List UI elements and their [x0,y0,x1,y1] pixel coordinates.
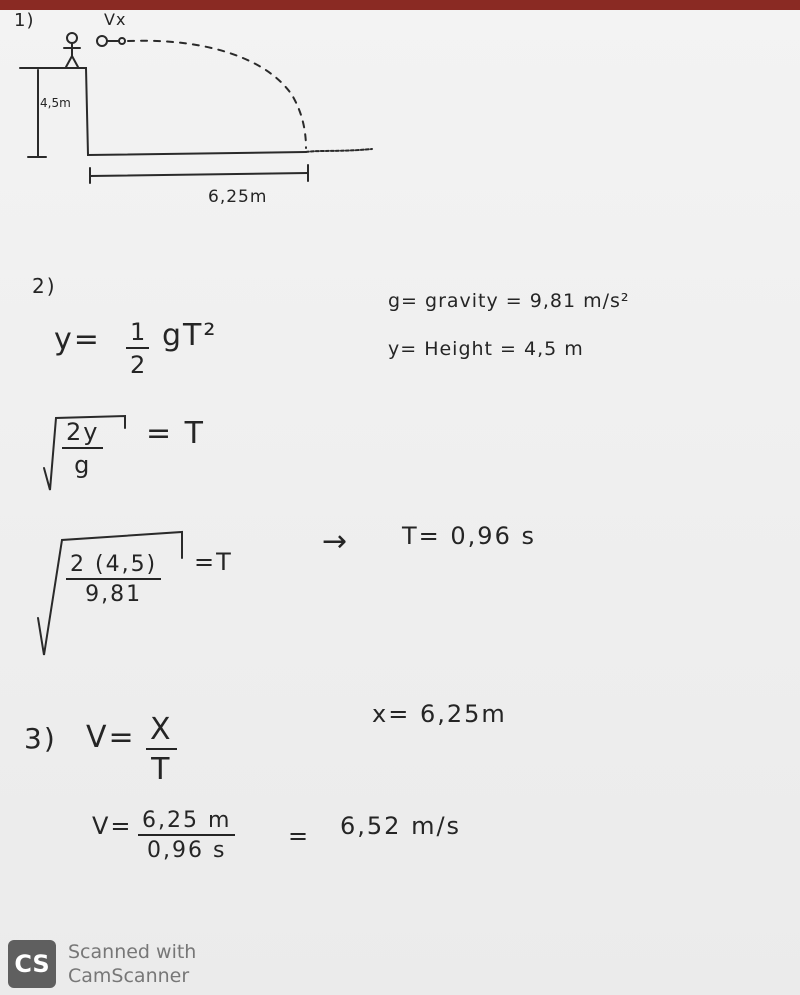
frac-den: T [151,752,172,787]
given-x: x= 6,25m [372,700,507,728]
frac-den: 2 [130,351,146,379]
ball-icon [97,36,125,46]
frac-num: 2y [62,418,103,449]
frac-num: 6,25 m [138,808,235,836]
camscanner-watermark-text [68,940,196,988]
eq-sqrt-2y-g [62,418,103,479]
def-height: y= Height = 4,5 m [388,338,584,360]
eq-v-lhs: V= [86,720,136,755]
frac-num: 1 [126,318,149,349]
eq-sqrt-rhs: = T [146,416,205,451]
eq-y-rhs: gT² [162,318,218,353]
eq-numeric-rhs: =T [194,548,233,576]
problem-1-number: 1) [14,10,35,31]
height-label: 4,5m [40,96,71,110]
eq-sqrt-numeric [66,552,161,607]
eq-v2-frac [138,808,235,863]
velocity-label: Vx [104,10,127,29]
watermark-line-2: CamScanner [68,965,190,987]
problem-2-number: 2) [32,274,57,298]
eq-one-half [126,318,149,379]
def-gravity: g= gravity = 9,81 m/s² [388,290,630,312]
frac-num: 2 (4,5) [66,552,161,580]
frac-den: 9,81 [85,582,143,607]
time-result: T= 0,96 s [402,522,536,550]
frac-num: X [146,712,177,750]
eq-v-frac [146,712,177,787]
eq-v2-equals: = [288,822,311,850]
cliff-outline [20,68,306,155]
frac-den: g [74,451,92,479]
eq-v2-lhs: V= [92,812,133,840]
watermark-line-1: Scanned with [68,941,197,963]
problem-3-number: 3) [24,722,57,755]
arrow-icon: → [322,524,350,559]
frac-den: 0,96 s [146,838,227,863]
camscanner-logo: CS [8,940,56,988]
distance-dimension-line [90,173,308,176]
eq-y-lhs: y= [54,322,101,357]
velocity-answer: 6,52 m/s [340,812,462,840]
distance-label: 6,25m [208,187,268,207]
trajectory-arc [128,41,306,148]
stick-figure-icon [64,33,80,67]
ground-line [306,149,372,152]
